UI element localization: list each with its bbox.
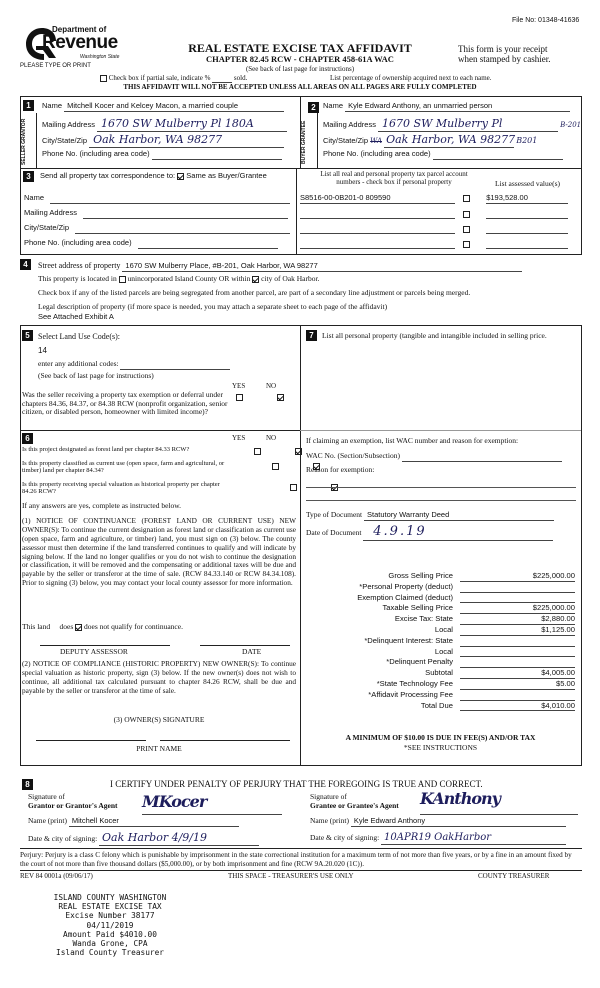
s6-no-header: NO [266, 434, 277, 442]
buyer-city-prefix: WA [370, 137, 383, 145]
parcel-number-field-2[interactable] [300, 209, 455, 219]
seller-name-field[interactable]: Mitchell Kocer and Kelcey Macon, a married couple [64, 102, 284, 112]
tax-row-value[interactable] [460, 658, 575, 668]
s6-q1: Is this project designated as forest land per chapter 84.33 RCW? [22, 446, 190, 453]
seller-city-field[interactable]: Oak Harbor, WA 98277 [89, 134, 284, 148]
parcel-number-field-3[interactable] [300, 224, 455, 234]
grantor-date-row [28, 832, 259, 846]
stamp-line: Island County Treasurer [56, 948, 164, 958]
file-number: File No: 01348-41636 [512, 17, 580, 24]
s6-q2-yes-checkbox[interactable] [272, 463, 279, 470]
unincorporated-checkbox[interactable] [119, 276, 126, 283]
seller-city-label: City/State/Zip [42, 136, 88, 145]
tax-row-value[interactable] [460, 691, 575, 701]
s5-no-header: NO [266, 382, 277, 390]
buyer-name-row [323, 102, 570, 112]
grantor-signature[interactable]: MKocer [142, 793, 282, 815]
tax-row-value[interactable] [460, 637, 575, 647]
s6-q1-no-checkbox[interactable] [295, 448, 302, 455]
same-as-buyer-checkbox[interactable] [177, 173, 184, 180]
treasurer-space-label: THIS SPACE - TREASURER'S USE ONLY [228, 872, 354, 880]
legal-label: Legal description of property (if more space is needed, you may attach a separate sheet to each page of the affidavit) [38, 302, 388, 311]
doc-type-field[interactable]: Statutory Warranty Deed [364, 511, 554, 521]
section-8-number: 8 [22, 779, 33, 790]
tax-row-label: *Personal Property (deduct) [359, 581, 453, 591]
buyer-name-field[interactable]: Kyle Edward Anthony, an unmarried person [345, 102, 570, 112]
seller-mailing-row [42, 118, 287, 132]
dor-logo [22, 22, 132, 68]
s6-q3: Is this property receiving special valuation as historical property per chapter 84.26 RCW? [22, 481, 220, 496]
partial-sale-label: Check box if partial sale, indicate % [108, 74, 211, 82]
wac-field[interactable] [402, 452, 562, 462]
seller-name-row [42, 102, 284, 112]
tax-row-label: Gross Selling Price [388, 571, 453, 580]
doc-date-row [306, 525, 553, 541]
s6-q2: Is this property classified as current use (open space, farm and agricultural, or timber) land per chapter 84.34? [22, 460, 225, 475]
street-row [38, 261, 522, 272]
doc-date-field[interactable]: 4.9.19 [363, 525, 553, 541]
tax-row-label: *State Technology Fee [376, 679, 453, 688]
tax-row-value[interactable]: $5.00 [460, 680, 575, 690]
street-field[interactable]: 1670 SW Mulberry Place, #B-201, Oak Harbor, WA 98277 [122, 262, 522, 272]
dept-line: Department of [52, 25, 107, 34]
county-treasurer-label: COUNTY TREASURER [478, 872, 550, 880]
grantor-name-label: Name (print) [28, 816, 67, 825]
located-label-c: city of Oak Harbor. [261, 274, 320, 283]
buyer-mailing-row [323, 118, 581, 132]
grantee-name-row [310, 817, 566, 827]
seller-phone-row [42, 150, 282, 160]
parcel-row-4 [300, 239, 568, 249]
stamp-line: Amount Paid $4010.00 [63, 929, 157, 939]
s3-name-label: Name [24, 193, 45, 202]
tax-row-label: Exemption Claimed (deduct) [357, 592, 453, 602]
deputy-assessor-label: DEPUTY ASSESSOR [60, 647, 128, 656]
tax-row-label: Subtotal [425, 668, 453, 678]
please-type: PLEASE TYPE OR PRINT [20, 63, 91, 69]
s3-phone-field[interactable] [138, 239, 278, 249]
qualify-label: qualify for continuance. [111, 622, 183, 631]
tax-row-value[interactable]: $225,000.00 [460, 572, 575, 582]
tax-row-label: Taxable Selling Price [382, 603, 453, 613]
rev-number: REV 84 0001a (09/06/17) [20, 872, 93, 880]
assessed-value-field-3[interactable] [486, 224, 568, 234]
perjury-notice: Perjury: Perjury is a class C felony which is punishable by imprisonment in the state correctional institution for a maximum term of not more than five years, or by a fine in an amount fixed by the court of not more than five thousand dollars ($5,000.00), or by both imprisonment and fine (RCW 9A.20.020 (1C)). [20, 851, 572, 868]
notice-continuance: (1) NOTICE OF CONTINUANCE (FOREST LAND OR CURRENT USE) NEW OWNER(S): To continue the current designation as forest land or classification as current use (open space, farm and agriculture, or timber) land, you must sign on (3) below. The county assessor must then determine if the land transferred continues to qualify and will indicate by signing below. If the land no longer qualifies or you do not wish to continue the designation or classification, it will be removed and the compensating or additional taxes will be due and payable by the seller or transferor at the time of sale. (RCW 84.33.140 or RCW 84.34.108). Prior to signing (3) below, you may contact your local county assessor for more information. [22, 516, 296, 588]
grantee-name-field[interactable]: Kyle Edward Anthony [351, 817, 566, 827]
s3-mailing-label: Mailing Address [24, 208, 77, 217]
parcel-1-personal-checkbox[interactable] [463, 195, 470, 202]
s5-see-back: (See back of last page for instructions) [38, 371, 154, 380]
parcel-header-line-2: numbers - check box if personal property [336, 178, 452, 187]
partial-sale-pct-field[interactable] [212, 74, 232, 83]
seller-side-label: SELLER GRANTOR [21, 118, 27, 166]
stamp-line: REAL ESTATE EXCISE TAX [58, 902, 162, 912]
parcel-2-personal-checkbox[interactable] [463, 211, 470, 218]
wac-row [306, 452, 562, 462]
s3-name-row [24, 194, 290, 204]
receipt-line-1: This form is your receipt [458, 44, 548, 54]
grantor-name-field[interactable]: Mitchell Kocer [69, 817, 239, 827]
land-qualify-row [22, 623, 183, 632]
buyer-city-label: City/State/Zip [323, 136, 369, 145]
seller-phone-label: Phone No. (including area code) [42, 149, 150, 158]
s6-q1-yes-checkbox[interactable] [254, 448, 261, 455]
s3-city-row [24, 224, 290, 234]
tax-row-label: Local [434, 646, 453, 656]
doc-type-label: Type of Document [306, 510, 363, 519]
grantee-date-label: Date & city of signing: [310, 833, 380, 842]
logo-state: Washington State [80, 54, 120, 60]
s3-mailing-field[interactable] [83, 209, 288, 219]
s6-if-yes: If any answers are yes, complete as instructed below. [22, 501, 182, 510]
see-instructions: *SEE INSTRUCTIONS [403, 743, 478, 752]
partial-sale-checkbox[interactable] [100, 75, 107, 82]
does-not-checkbox[interactable] [75, 624, 82, 631]
buyer-mailing-extra: B-201 [560, 121, 582, 129]
parcel-3-personal-checkbox[interactable] [463, 226, 470, 233]
grantor-date-field[interactable]: Oak Harbor 4/9/19 [99, 832, 259, 846]
stamp-line: Wanda Grone, CPA [72, 938, 148, 948]
parcel-row-3 [300, 224, 568, 234]
parcel-header-line-1: List all real and personal property tax parcel account [320, 170, 468, 178]
list-pct-note: List percentage of ownership acquired next to each name. [330, 74, 492, 82]
minimum-due: A MINIMUM OF $10.00 IS DUE IN FEE(S) AND/OR TAX [345, 733, 536, 742]
grantee-date-field[interactable]: 10APR19 OakHarbor [381, 832, 566, 845]
does-not-label: does not [84, 622, 110, 631]
grantee-sig-label [310, 793, 399, 810]
notice-compliance: (2) NOTICE OF COMPLIANCE (HISTORIC PROPERTY) NEW OWNER(S): To continue special valuation as historic property, sign (3) below. If the new owner(s) does not wish to continue, all additional tax calculated pursuant to chapter 84.26 RCW, shall be due and payable by the seller or transferor at the time of sale. [22, 659, 296, 695]
section-5-number: 5 [22, 330, 33, 341]
stamp-line: Excise Number 38177 [65, 911, 155, 921]
tax-row-value[interactable]: $1,125.00 [460, 626, 575, 636]
deputy-date-label: DATE [242, 647, 262, 656]
legal-value[interactable]: See Attached Exhibit A [38, 312, 114, 321]
street-label: Street address of property [38, 261, 121, 270]
certify-line: I CERTIFY UNDER PENALTY OF PERJURY THAT THE FOREGOING IS TRUE AND CORRECT. [110, 779, 483, 789]
parcel-row-1 [300, 194, 568, 204]
tax-row-label: Local [434, 625, 453, 634]
s5-yes-header: YES [232, 382, 246, 390]
grantor-date-label: Date & city of signing: [28, 834, 98, 843]
grantee-agent-label: Grantee or Grantee's Agent [310, 800, 399, 810]
exempt-yes-checkbox[interactable] [236, 394, 243, 401]
grantee-sig-label-1: Signature of [310, 792, 347, 801]
s3-phone-row [24, 239, 278, 249]
seller-name-label: Name [42, 101, 63, 110]
additional-codes-field[interactable] [120, 360, 230, 370]
send-correspondence-label: Send all property tax correspondence to: [40, 171, 176, 180]
tax-row [300, 637, 581, 648]
wac-label: WAC No. (Section/Subsection) [306, 451, 400, 460]
tax-row-label: *Delinquent Penalty [386, 657, 453, 667]
buyer-city-row [323, 134, 537, 148]
segregated-label: Check box if any of the listed parcels are being segregated from another parcel, are part of a secondary line adjustment or parcels being merged. [38, 288, 471, 297]
parcel-4-personal-checkbox[interactable] [463, 241, 470, 248]
send-correspondence-row [40, 172, 267, 181]
tax-row [300, 583, 581, 594]
segregated-row [38, 289, 470, 298]
exemption-label: If claiming an exemption, list WAC number and reason for exemption: [306, 436, 519, 445]
print-name-label: PRINT NAME [136, 744, 182, 753]
exempt-question: Was the seller receiving a property tax exemption or deferral under chapters 84.36, 84.37, or 84.38 RCW (nonprofit organization, senior citizen, or disabled person, homeowner with limited income)? [22, 390, 228, 417]
tax-row-value[interactable]: $4,005.00 [460, 669, 575, 679]
tax-row-value[interactable]: $4,010.00 [460, 702, 575, 712]
doc-date-label: Date of Document [306, 528, 362, 537]
reason-row [306, 466, 374, 475]
s6-yes-header: YES [232, 434, 246, 442]
partial-sale-row [100, 74, 247, 83]
this-land-label: This land [22, 622, 51, 631]
tax-row [300, 691, 581, 702]
grantor-sig-label-1: Signature of [28, 792, 65, 801]
grantor-sig-label [28, 793, 118, 810]
reason-label: Reason for exemption: [306, 465, 375, 474]
assessed-value-field-2[interactable] [486, 209, 568, 219]
s3-phone-label: Phone No. (including area code) [24, 238, 132, 247]
tax-row-label: *Delinquent Interest: State [364, 635, 453, 645]
tax-row-value[interactable]: $225,000.00 [460, 604, 575, 614]
receipt-line-2: when stamped by cashier. [458, 54, 551, 64]
buyer-phone-label: Phone No. (including area code) [323, 149, 431, 158]
seller-mailing-label: Mailing Address [42, 120, 95, 129]
buyer-name-label: Name [323, 101, 344, 110]
assessed-header: List assessed value(s) [495, 179, 560, 188]
tax-row-value[interactable] [460, 583, 575, 593]
seller-mailing-field[interactable]: 1670 SW Mulberry Pl 180A [97, 118, 287, 132]
land-use-label: Select Land Use Code(s): [38, 332, 120, 341]
seller-city-row [42, 134, 284, 148]
s6-q3-yes-checkbox[interactable] [290, 484, 297, 491]
owner-signature-label: (3) OWNER(S) SIGNATURE [113, 715, 205, 724]
parcel-number-field-4[interactable] [300, 239, 455, 249]
treasurer-stamp [50, 893, 170, 957]
grantor-name-row [28, 817, 239, 827]
located-label-a: This property is located in [38, 274, 117, 283]
located-row [38, 275, 319, 284]
buyer-mailing-label: Mailing Address [323, 120, 376, 129]
parcel-header [298, 170, 490, 186]
s3-city-label: City/State/Zip [24, 223, 70, 232]
tax-row-label: Excise Tax: State [394, 614, 453, 624]
buyer-phone-row [323, 150, 563, 160]
parcel-number-field[interactable]: S8516-00-0B201-0 809590 [300, 194, 455, 204]
buyer-mailing-field[interactable]: 1670 SW Mulberry Pl [378, 118, 558, 132]
tax-row-value[interactable] [460, 594, 575, 604]
seller-phone-field[interactable] [152, 150, 282, 160]
section-4-number: 4 [20, 259, 31, 270]
warning-line: THIS AFFIDAVIT WILL NOT BE ACCEPTED UNLESS ALL AREAS ON ALL PAGES ARE FULLY COMPLETED [123, 83, 477, 91]
s3-mailing-row [24, 209, 288, 219]
buyer-side-label: BUYER GRANTEE [301, 120, 307, 164]
form-subtitle: CHAPTER 82.45 RCW - CHAPTER 458-61A WAC [206, 54, 394, 64]
additional-codes-label: enter any additional codes: [38, 359, 119, 368]
grantor-agent-label: Grantor or Grantor's Agent [28, 800, 118, 810]
s3-city-field[interactable] [75, 224, 290, 234]
located-label-b: unincorporated Island County OR within [127, 274, 251, 283]
within-city-checkbox[interactable] [252, 276, 259, 283]
land-use-field[interactable]: 14 [38, 346, 47, 355]
additional-codes-row [38, 360, 230, 370]
stamp-line: 04/11/2019 [86, 920, 134, 930]
doc-type-row [306, 511, 554, 521]
tax-row-value[interactable]: $2,880.00 [460, 615, 575, 625]
section-3-number: 3 [23, 171, 34, 182]
grantee-date-row [310, 832, 566, 845]
tax-row-value[interactable] [460, 648, 575, 658]
tax-row-label: Total Due [420, 700, 453, 710]
assessed-value-field[interactable]: $193,528.00 [486, 194, 568, 204]
tax-row-label: *Affidavit Processing Fee [368, 689, 453, 699]
section-2-number: 2 [308, 102, 319, 113]
stamp-line: ISLAND COUNTY WASHINGTON [53, 893, 167, 902]
buyer-city-field[interactable]: Oak Harbor, WA 98277 [386, 133, 516, 146]
exempt-no-checkbox[interactable] [277, 394, 284, 401]
s3-name-field[interactable] [50, 194, 290, 204]
grantee-signature[interactable]: KAnthony [420, 790, 578, 815]
sold-label: sold. [233, 74, 248, 82]
logo-word: Revenue [42, 32, 118, 53]
see-back: (See back of last page for instructions) [245, 65, 355, 73]
grantee-name-label: Name (print) [310, 816, 349, 825]
parcel-row-2 [300, 209, 568, 219]
does-label: does [59, 622, 74, 631]
assessed-value-field-4[interactable] [486, 239, 568, 249]
form-title: REAL ESTATE EXCISE TAX AFFIDAVIT [188, 41, 412, 55]
section-1-number: 1 [23, 100, 34, 111]
tax-row [300, 702, 581, 713]
buyer-city-extra: B201 [516, 136, 538, 145]
section-6-number: 6 [22, 433, 33, 444]
personal-property-label: List all personal property (tangible and intangible included in selling price. [322, 331, 547, 340]
same-as-buyer-label: Same as Buyer/Grantee [186, 171, 267, 180]
buyer-phone-field[interactable] [433, 150, 563, 160]
section-7-number: 7 [306, 330, 317, 341]
